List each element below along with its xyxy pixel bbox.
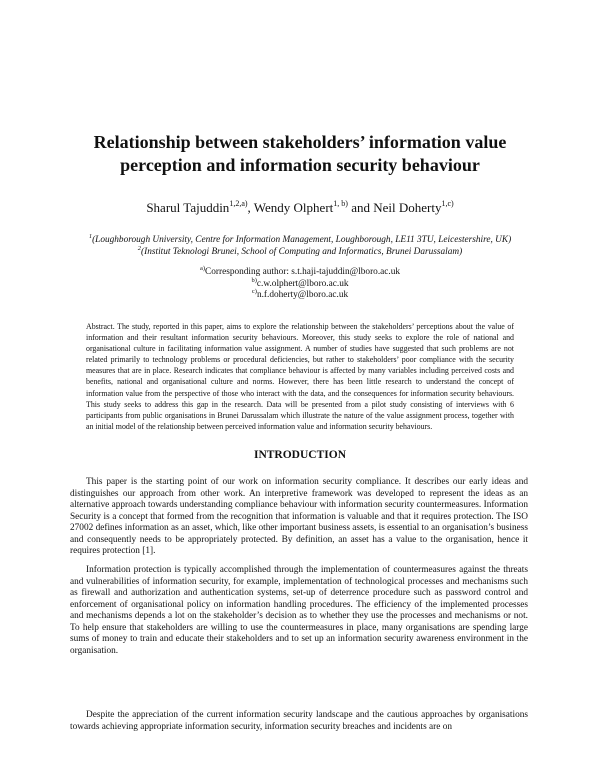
body-paragraph: This paper is the starting point of our work on information security compliance. It describes our early ideas and distinguishes our approach from other work. An interpretive framework was developed to represent the ideas as an alternative approach towards understanding compliance behaviour with information security countermeasures. Information Security is a concept that formed from the recognition that information is valuable and that it requires protection. The ISO 27002 defines information as an asset, which, like other important business assets, is essential to an organisation’s business and consequently needs to be appropriately protected. By definition, an asset has a value to the organisation, hence it requires protection [1]. <box>70 477 528 556</box>
author-name: Sharul Tajuddin <box>146 200 230 215</box>
affiliation-text: (Institut Teknologi Brunei, School of Computing and Informatics, Brunei Darussalam) <box>141 246 463 257</box>
author-list <box>60 200 540 216</box>
author-name: Neil Doherty <box>373 200 442 215</box>
email-marker: c) <box>251 288 257 296</box>
author-name: Wendy Olphert <box>253 200 334 215</box>
affiliations <box>40 235 560 258</box>
email-text: c.w.olphert@lboro.ac.uk <box>256 278 349 289</box>
email-marker: a) <box>199 265 206 272</box>
email-line <box>100 267 500 279</box>
body-paragraph: Despite the appreciation of the current information security landscape and the cautious approaches by organisations towards achieving appropriate information security, information security breaches and incidents are on <box>70 710 528 732</box>
email-marker: b) <box>251 276 257 284</box>
title-line-2: perception and information security behaviour <box>120 155 480 175</box>
section-heading: INTRODUCTION <box>253 449 346 461</box>
affiliation-line <box>40 244 560 259</box>
title-line-1: Relationship between stakeholders’ information value <box>93 132 507 152</box>
affiliation-marker: 2 <box>137 244 142 252</box>
author-separator: and <box>347 200 374 215</box>
email-text: n.f.doherty@lboro.ac.uk <box>256 290 349 301</box>
affiliation-marker: 1 <box>88 233 93 240</box>
body-paragraph: Information protection is typically accomplished through the implementation of countermeasures against the threats and vulnerabilities of information security, for example, implementation of technological processes and mechanisms such as firewall and authorization and authentication systems, set-up of deterrence procedure such as password control and enforcement of organisational policy on information handling procedures. The efficiency of the implemented processes and mechanisms depends a lot on the stakeholder’s decision as to whether they use the processes and mechanisms or not. To help ensure that stakeholders are willing to use the countermeasures in place, many organisations are spending large sums of money to train and educate their stakeholders and to set up an information security awareness environment in the organisation. <box>70 565 528 656</box>
abstract: Abstract. The study, reported in this paper, aims to explore the relationship between the stakeholders’ perceptions about the value of information and their resultant information security behaviours. Moreover, this study seeks to explore the role of national and organisational culture in facilitating information value assignment. A number of studies have suggested that such problems are not related primarily to technology problems or procedural deficiencies, but rather to stakeholders’ poor compliance with the security measures that are in place. Research indicates that compliance behaviour is affected by many variables including perceived costs and benefits, national and organisational culture and norms. However, there has been little research to understand the concept of information value from the perspective of those who interact with the data, and the consequences for information security behaviours. This study seeks to address this gap in the research. Data will be presented from a pilot study consisting of interviews with 6 participants from public organisations in Brunei Darussalam which illustrate the nature of the value assignment process, together with an initial model of the relationship between perceived information value and information security behaviours. <box>86 322 514 431</box>
author-separator: , <box>247 200 254 215</box>
author-affiliation-marker: 1,2,a) <box>229 199 248 208</box>
affiliation-text: (Loughborough University, Centre for Information Management, Loughborough, LE11 3TU, Leicestershire, UK) <box>92 235 512 245</box>
author-affiliation-marker: 1,c) <box>441 199 454 208</box>
email-text: Corresponding author: s.t.haji-tajuddin@lboro.ac.uk <box>205 267 401 277</box>
affiliation-line <box>40 235 560 247</box>
contact-emails <box>100 267 500 302</box>
paper-title <box>60 131 540 177</box>
author-affiliation-marker: 1, b) <box>333 199 348 208</box>
email-line <box>100 290 500 302</box>
email-line <box>100 276 500 291</box>
